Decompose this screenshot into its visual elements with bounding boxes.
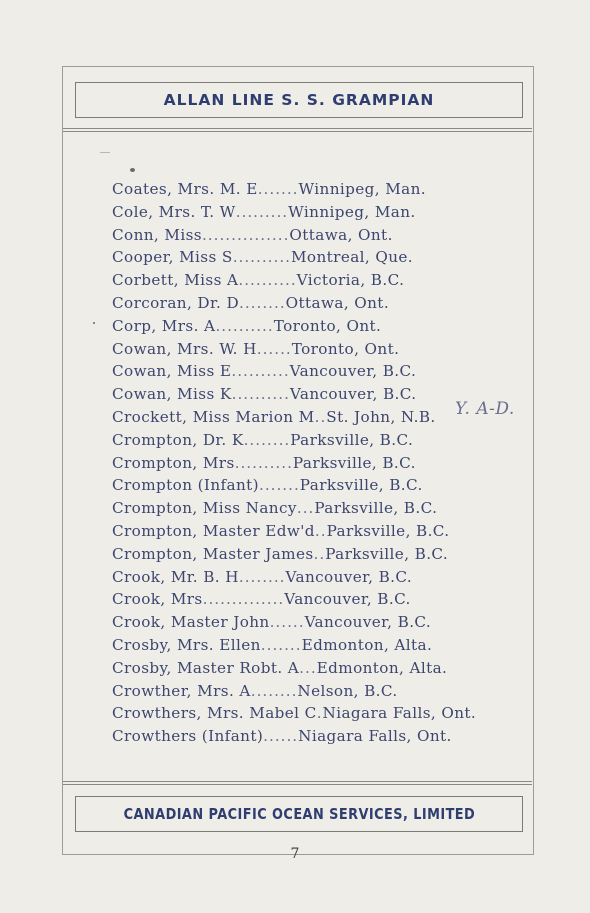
handwritten-annotation: Y. A-D. [455, 399, 515, 419]
entry-leader: .......... [231, 362, 290, 381]
entry-place: Vancouver, B.C. [304, 613, 432, 632]
list-item [112, 201, 532, 224]
entry-leader: ........ [243, 430, 291, 449]
list-item [112, 338, 532, 361]
footer-rule-bottom [63, 784, 532, 785]
list-item [112, 725, 532, 748]
entry-leader: .. [314, 521, 327, 540]
entry-place: Vancouver, B.C. [285, 567, 413, 586]
entry-name: Cowan, Miss K [112, 385, 232, 404]
entry-leader: ...... [269, 613, 305, 632]
entry-leader: ........ [250, 681, 298, 700]
footer-rule-top [63, 781, 532, 782]
mark-dot [130, 168, 135, 172]
entry-place: Parksville, B.C. [292, 453, 416, 472]
mark-dash [100, 152, 110, 153]
entry-name: Crompton, Master James [112, 544, 314, 563]
list-item [112, 497, 532, 520]
entry-place: Toronto, Ont. [291, 339, 400, 358]
entry-leader: ........ [238, 567, 286, 586]
entry-leader: ... [296, 499, 315, 518]
entry-name: Corcoran, Dr. D [112, 293, 240, 312]
entry-leader: .. [313, 544, 326, 563]
entry-name: Cowan, Miss E [112, 362, 232, 381]
entry-place: Parksville, B.C. [326, 521, 450, 540]
entry-leader: .......... [238, 271, 297, 290]
entry-name: Conn, Miss [112, 225, 202, 244]
entry-name: Crompton, Master Edw'd [112, 521, 315, 540]
entry-place: Winnipeg, Man. [298, 180, 427, 198]
list-item [112, 178, 532, 201]
entry-place: Niagara Falls, Ont. [322, 704, 477, 723]
header-box [75, 82, 523, 118]
entry-place: Parksville, B.C. [299, 476, 423, 495]
entry-name: Crook, Mrs [112, 590, 203, 609]
entry-leader: .............. [202, 590, 285, 609]
entry-place: Ottawa, Ont. [285, 293, 390, 312]
list-item [112, 452, 532, 475]
list-item [112, 315, 532, 338]
entry-leader: ...... [263, 727, 299, 746]
entry-name: Crook, Mr. B. H [112, 567, 239, 586]
entry-place: Parksville, B.C. [290, 430, 414, 449]
list-item [112, 680, 532, 703]
header-rule-top [63, 128, 532, 129]
mark-tick [93, 322, 95, 324]
entry-leader: ......... [235, 202, 289, 221]
entry-place: Vancouver, B.C. [289, 362, 417, 381]
list-item [112, 657, 532, 680]
entry-name: Corp, Mrs. A [112, 316, 216, 335]
entry-place: Winnipeg, Man. [288, 202, 416, 221]
entry-place: Parksville, B.C. [314, 499, 438, 518]
list-item [112, 246, 532, 269]
entry-leader: .. [314, 407, 327, 426]
entry-leader: .......... [215, 316, 274, 335]
entry-leader: . [316, 704, 323, 723]
entry-leader: ............... [201, 225, 290, 244]
page-number: 7 [290, 846, 300, 862]
entry-place: Ottawa, Ont. [289, 225, 393, 244]
entry-leader: .......... [231, 385, 290, 404]
entry-place: Vancouver, B.C. [289, 385, 417, 404]
entry-name: Crowther, Mrs. A [112, 681, 251, 700]
entry-name: Corbett, Miss A [112, 271, 239, 290]
entry-name: Cooper, Miss S [112, 248, 233, 267]
entry-name: Crowthers, Mrs. Mabel C [112, 704, 317, 723]
entry-name: Crompton, Dr. K [112, 430, 244, 449]
entry-name: Crompton, Mrs [112, 453, 235, 472]
entry-leader: ...... [256, 339, 292, 358]
list-item [112, 224, 532, 247]
entry-place: Parksville, B.C. [325, 544, 449, 563]
header-title: ALLAN LINE S. S. GRAMPIAN [163, 91, 435, 109]
entry-place: Edmonton, Alta. [316, 658, 448, 677]
entry-leader: ....... [260, 635, 302, 654]
entry-place: Victoria, B.C. [296, 271, 405, 290]
entry-place: Niagara Falls, Ont. [298, 727, 452, 746]
entry-name: Crockett, Miss Marion M [112, 407, 315, 426]
entry-place: St. John, N.B. [326, 407, 436, 426]
footer-title: CANADIAN PACIFIC OCEAN SERVICES, LIMITED [123, 805, 475, 823]
entry-place: Nelson, B.C. [297, 681, 398, 700]
entry-name: Crompton (Infant) [112, 476, 259, 495]
list-item [112, 702, 532, 725]
header-rule-bottom [63, 131, 532, 132]
entry-name: Crook, Master John [112, 613, 270, 632]
entry-leader: .......... [232, 248, 291, 267]
entry-name: Crosby, Mrs. Ellen [112, 635, 261, 654]
entry-leader: ....... [259, 476, 300, 495]
list-item [112, 611, 532, 634]
entry-name: Crosby, Master Robt. A [112, 658, 300, 677]
entry-name: Cole, Mrs. T. W [112, 202, 236, 221]
footer-box [75, 796, 523, 832]
entry-name: Coates, Mrs. M. E [112, 180, 258, 198]
entry-name: Crowthers (Infant) [112, 727, 264, 746]
entry-place: Toronto, Ont. [273, 316, 382, 335]
entry-leader: ... [299, 658, 317, 677]
entry-leader: ....... [257, 180, 299, 198]
entry-place: Edmonton, Alta. [301, 635, 433, 654]
list-item [112, 520, 532, 543]
entry-leader: ........ [239, 293, 286, 312]
list-item [112, 360, 532, 383]
list-item [112, 429, 532, 452]
entry-name: Crompton, Miss Nancy [112, 499, 297, 518]
list-item [112, 543, 532, 566]
entry-leader: .......... [234, 453, 293, 472]
list-item [112, 588, 532, 611]
list-item [112, 566, 532, 589]
entry-place: Vancouver, B.C. [284, 590, 411, 609]
list-item [112, 269, 532, 292]
list-item [112, 634, 532, 657]
list-item [112, 474, 532, 497]
entry-place: Montreal, Que. [290, 248, 414, 267]
entry-name: Cowan, Mrs. W. H [112, 339, 257, 358]
passenger-list [112, 178, 532, 748]
list-item [112, 292, 532, 315]
